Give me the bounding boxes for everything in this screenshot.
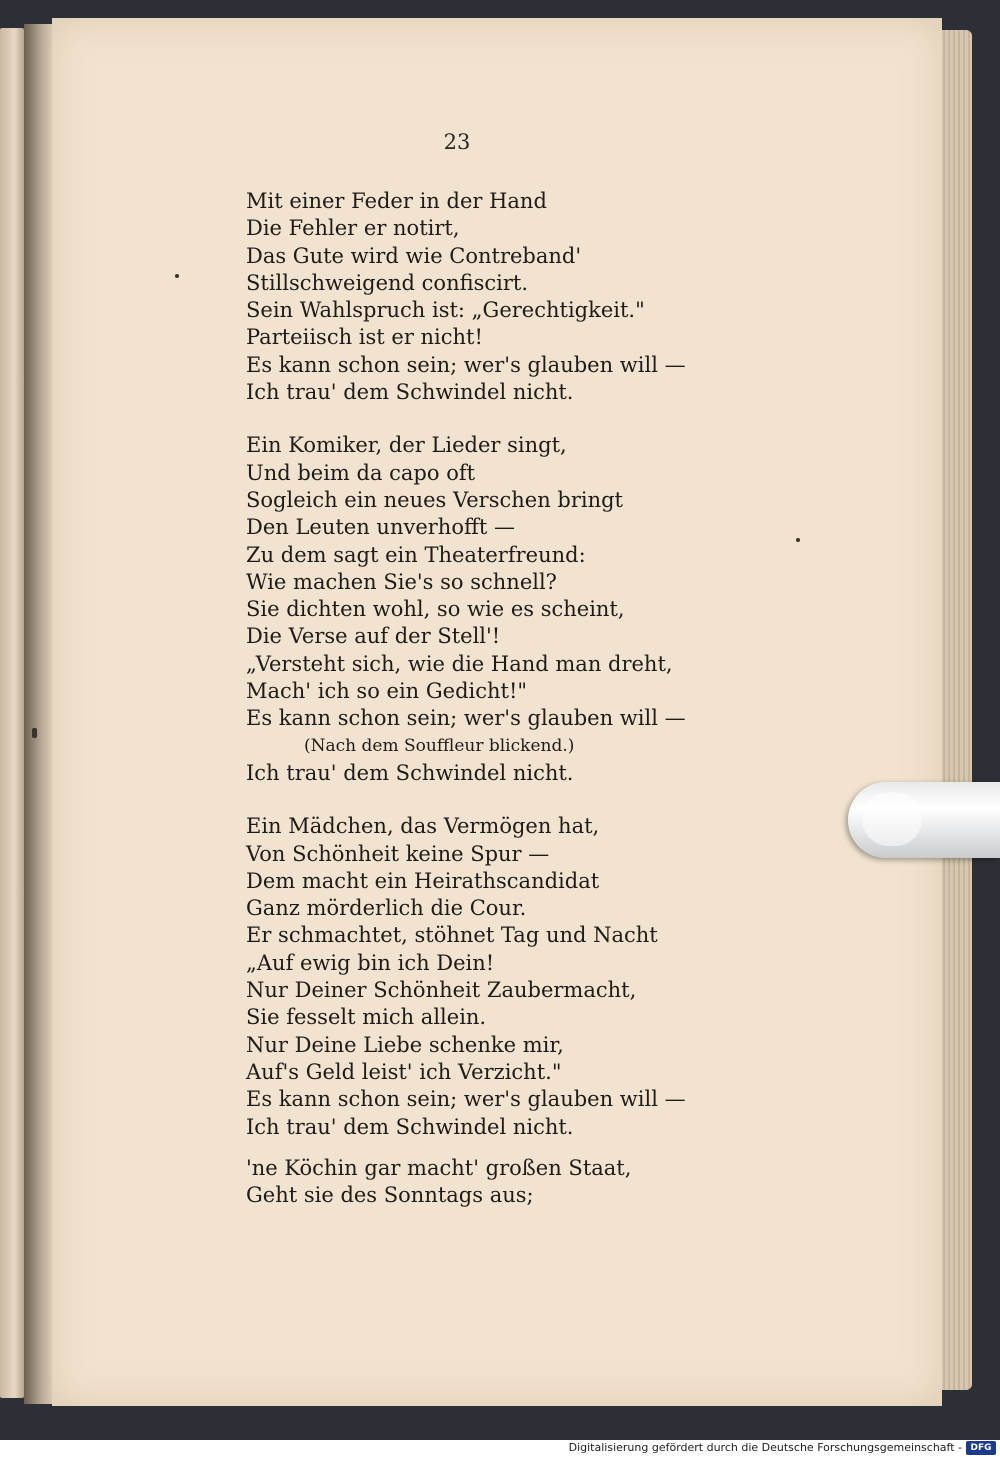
poem-line: Stillschweigend confiscirt. <box>246 270 529 295</box>
poem-line: Den Leuten unverhofft — <box>246 515 516 540</box>
poem-line: Nur Deine Liebe schenke mir, <box>246 1032 564 1057</box>
poem-line: Zu dem sagt ein Theaterfreund: <box>246 542 586 567</box>
paper-speck <box>32 728 37 738</box>
poem-line: Ich trau' dem Schwindel nicht. <box>246 760 574 785</box>
poem-line: Wie machen Sie's so schnell? <box>246 569 557 594</box>
stanza-gap <box>246 1141 766 1155</box>
poem-line: Mit einer Feder in der Hand <box>246 189 547 213</box>
poem-line: Und beim da capo oft <box>246 460 476 485</box>
poem-line: Von Schönheit keine Spur — <box>246 841 550 866</box>
poem-line: Ein Mädchen, das Vermögen hat, <box>246 814 600 839</box>
poem-line: „Versteht sich, wie die Hand man dreht, <box>246 651 673 676</box>
poem-line: Es kann schon sein; wer's glauben will — <box>246 706 686 731</box>
poem-line: Ganz mörderlich die Cour. <box>246 896 527 921</box>
poem-line: Sie dichten wohl, so wie es scheint, <box>246 597 625 622</box>
poem-line: Ich trau' dem Schwindel nicht. <box>246 380 574 405</box>
paper-speck <box>175 274 179 278</box>
poem-line: Es kann schon sein; wer's glauben will — <box>246 1087 686 1112</box>
poem-line: Parteiisch ist er nicht! <box>246 325 483 350</box>
digitization-footer <box>0 1440 1000 1457</box>
poem-line: Die Verse auf der Stell'! <box>246 624 501 649</box>
funding-credit: Digitalisierung gefördert durch die Deutsche Forschungsgemeinschaft - <box>568 1441 962 1454</box>
stage-direction: (Nach dem Souffleur blickend.) <box>304 735 575 756</box>
poem-text <box>246 188 766 1209</box>
poem-line: Es kann schon sein; wer's glauben will — <box>246 352 686 377</box>
poem-line: Dem macht ein Heirathscandidat <box>246 868 600 893</box>
stanza-gap <box>246 406 766 432</box>
left-page-edge <box>0 28 24 1398</box>
paper-speck <box>796 538 800 542</box>
poem-line: 'ne Köchin gar macht' großen Staat, <box>246 1155 632 1180</box>
poem-line: Sein Wahlspruch ist: „Gerechtigkeit." <box>246 298 645 323</box>
poem-line: Sie fesselt mich allein. <box>246 1005 487 1030</box>
poem-line: Geht sie des Sonntags aus; <box>246 1183 534 1208</box>
poem-line: Sogleich ein neues Verschen bringt <box>246 487 623 512</box>
poem-line: Mach' ich so ein Gedicht!" <box>246 679 528 704</box>
dfg-logo: DFG <box>966 1441 996 1455</box>
poem-line: Er schmachtet, stöhnet Tag und Nacht <box>246 923 658 948</box>
poem-line: Auf's Geld leist' ich Verzicht." <box>246 1059 562 1084</box>
poem-line: Das Gute wird wie Contreband' <box>246 243 582 268</box>
stanza-gap <box>246 787 766 813</box>
poem-line: „Auf ewig bin ich Dein! <box>246 950 495 975</box>
poem-line: Ein Komiker, der Lieder singt, <box>246 433 567 458</box>
poem-line: Ich trau' dem Schwindel nicht. <box>246 1114 574 1139</box>
poem-line: Die Fehler er notirt, <box>246 216 460 241</box>
page-number: 23 <box>443 130 471 154</box>
poem-line: Nur Deiner Schönheit Zaubermacht, <box>246 978 637 1003</box>
page-clip-bookmark <box>848 782 1000 858</box>
